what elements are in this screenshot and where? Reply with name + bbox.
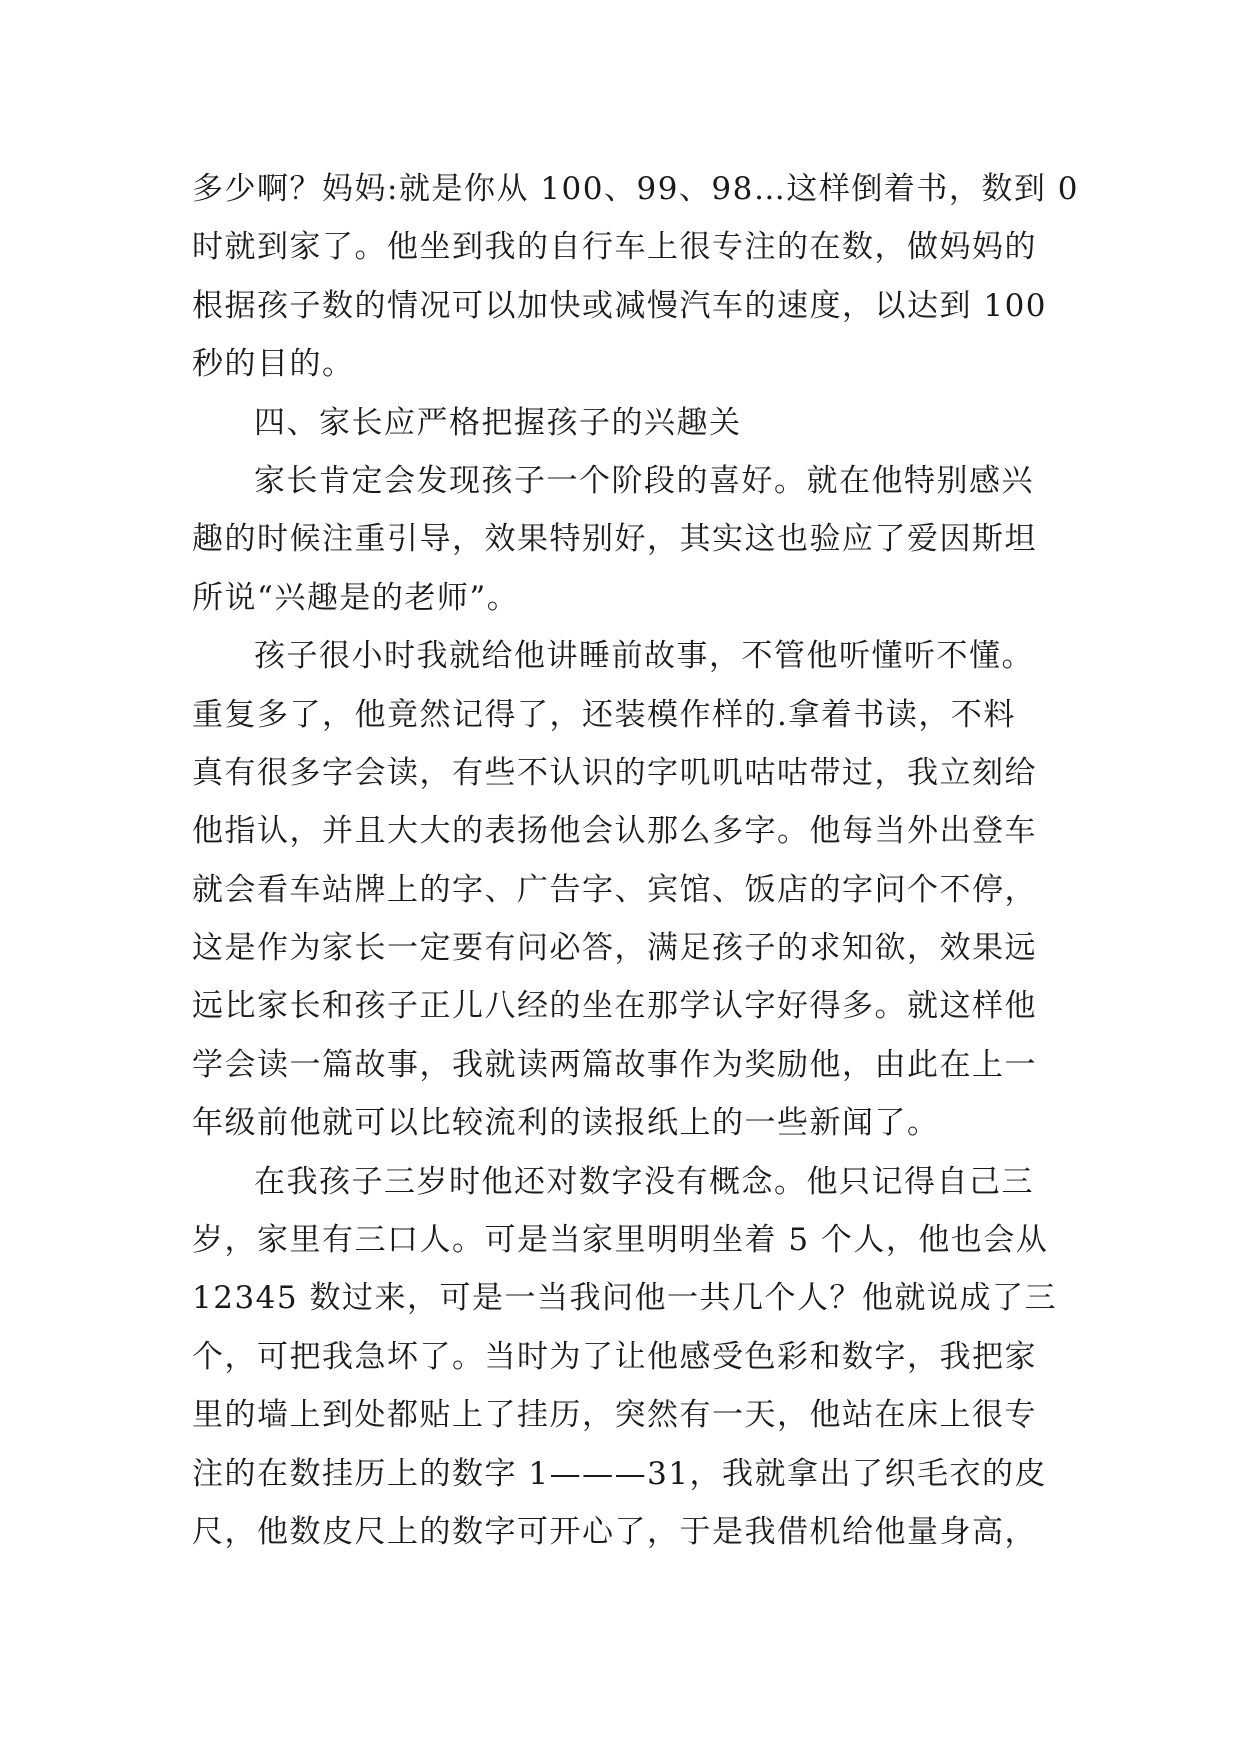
text-line: 年级前他就可以比较流利的读报纸上的一些新闻了。 xyxy=(192,1105,940,1142)
text-line: 重复多了，他竟然记得了，还装模作样的.拿着书读，不料 xyxy=(192,696,1016,733)
document-body xyxy=(192,160,1079,1561)
text-line: 所说“兴趣是的老师”。 xyxy=(192,579,520,616)
text-line: 秒的目的。 xyxy=(192,346,355,383)
text-line: 在我孩子三岁时他还对数字没有概念。他只记得自己三 xyxy=(254,1163,1034,1200)
text-line: 真有很多字会读，有些不认识的字叽叽咕咕带过，我立刻给 xyxy=(192,754,1037,791)
text-line: 里的墙上到处都贴上了挂历，突然有一天，他站在床上很专 xyxy=(192,1397,1037,1434)
text-line: 12345 数过来，可是一当我问他一共几个人？他就说成了三 xyxy=(192,1280,1057,1317)
text-line: 孩子很小时我就给他讲睡前故事，不管他听懂听不懂。 xyxy=(254,638,1034,675)
text-line: 趣的时候注重引导，效果特别好，其实这也验应了爱因斯坦 xyxy=(192,521,1037,558)
text-line: 远比家长和孩子正儿八经的坐在那学认字好得多。就这样他 xyxy=(192,988,1037,1025)
text-line: 他指认，并且大大的表扬他会认那么多字。他每当外出登车 xyxy=(192,813,1037,850)
text-line: 注的在数挂历上的数字 1———31，我就拿出了织毛衣的皮 xyxy=(192,1455,1048,1492)
text-line: 学会读一篇故事，我就读两篇故事作为奖励他，由此在上一 xyxy=(192,1046,1037,1083)
text-line: 就会看车站牌上的字、广告字、宾馆、饭店的字问个不停， xyxy=(192,871,1037,908)
text-line: 这是作为家长一定要有问必答，满足孩子的求知欲，效果远 xyxy=(192,930,1037,967)
text-line: 个，可把我急坏了。当时为了让他感受色彩和数字，我把家 xyxy=(192,1338,1037,1375)
text-line: 多少啊？妈妈:就是你从 100、99、98…这样倒着书，数到 0 xyxy=(192,171,1079,207)
text-line: 根据孩子数的情况可以加快或减慢汽车的速度，以达到 100 xyxy=(192,287,1048,324)
text-line: 岁，家里有三口人。可是当家里明明坐着 5 个人，他也会从 xyxy=(192,1222,1049,1259)
section-heading: 四、家长应严格把握孩子的兴趣关 xyxy=(254,404,742,441)
text-line: 时就到家了。他坐到我的自行车上很专注的在数，做妈妈的 xyxy=(192,229,1037,266)
text-line: 尺，他数皮尺上的数字可开心了，于是我借机给他量身高， xyxy=(192,1513,1037,1550)
text-line: 家长肯定会发现孩子一个阶段的喜好。就在他特别感兴 xyxy=(254,462,1034,499)
